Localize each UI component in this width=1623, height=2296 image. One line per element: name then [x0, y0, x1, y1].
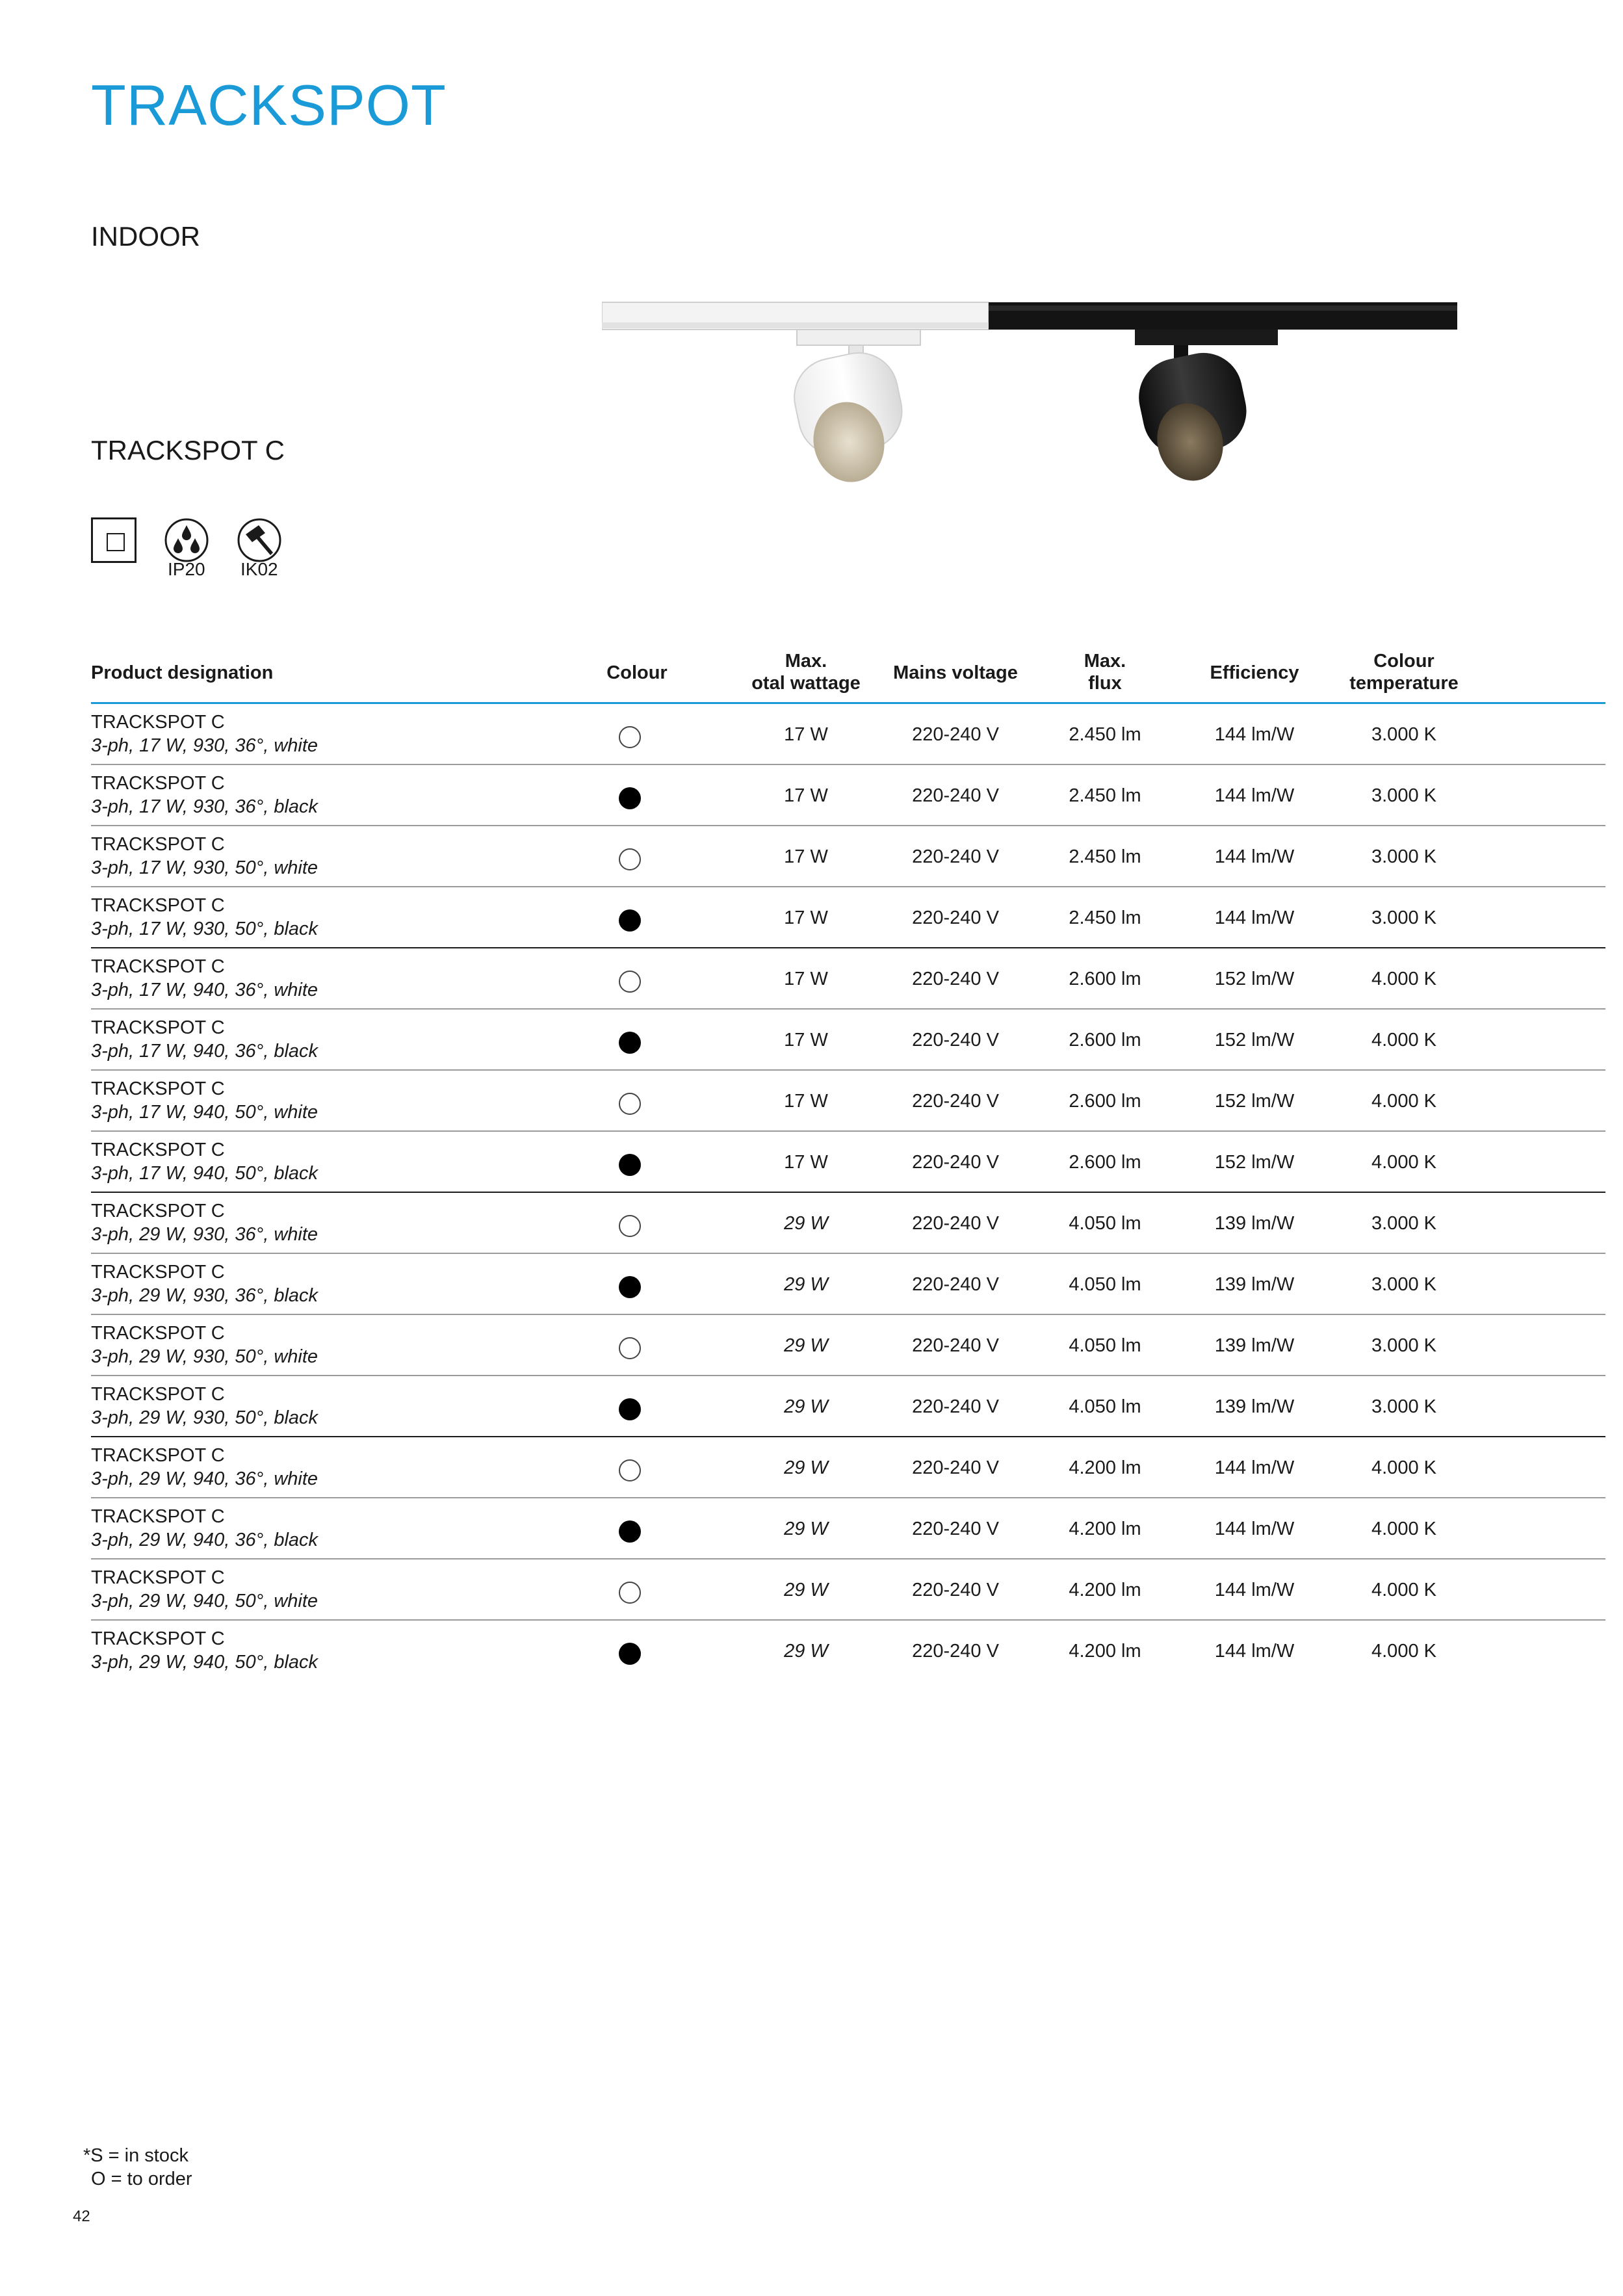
voltage-cell: 220-240 V: [912, 1152, 999, 1173]
product-name: TRACKSPOT C: [91, 1201, 225, 1221]
temperature-cell: 3.000 K: [1371, 846, 1436, 867]
product-name: TRACKSPOT C: [91, 1567, 225, 1588]
product-photo: [602, 299, 1457, 494]
flux-cell: 4.050 lm: [1069, 1274, 1141, 1295]
col-wattage-line2: otal wattage: [751, 673, 861, 694]
efficiency-cell: 144 lm/W: [1214, 1580, 1295, 1600]
product-spec: 3-ph, 17 W, 930, 36°, white: [91, 735, 318, 756]
efficiency-cell: 152 lm/W: [1214, 1091, 1295, 1112]
flux-cell: 4.200 lm: [1069, 1580, 1141, 1600]
efficiency-cell: 152 lm/W: [1214, 1030, 1295, 1050]
efficiency-cell: 139 lm/W: [1214, 1335, 1295, 1356]
voltage-cell: 220-240 V: [912, 1580, 999, 1600]
product-name: TRACKSPOT C: [91, 1628, 225, 1649]
section-heading: INDOOR: [91, 221, 200, 252]
temperature-cell: 4.000 K: [1371, 969, 1436, 989]
table-row: [91, 1621, 1605, 1682]
flux-cell: 2.450 lm: [1069, 785, 1141, 806]
product-name: TRACKSPOT C: [91, 1140, 225, 1160]
footnote-in-stock: *S = in stock: [83, 2145, 188, 2166]
product-spec: 3-ph, 17 W, 940, 50°, black: [91, 1163, 318, 1184]
flux-cell: 4.200 lm: [1069, 1641, 1141, 1662]
efficiency-cell: 139 lm/W: [1214, 1396, 1295, 1417]
voltage-cell: 220-240 V: [912, 907, 999, 928]
table-row: [91, 826, 1605, 887]
water-drops-icon: [164, 517, 209, 563]
product-designation: [91, 1016, 318, 1063]
flux-cell: 2.450 lm: [1069, 846, 1141, 867]
product-designation: [91, 955, 318, 1002]
temperature-cell: 3.000 K: [1371, 1335, 1436, 1356]
product-designation: [91, 1383, 318, 1429]
table-row: [91, 1010, 1605, 1071]
voltage-cell: 220-240 V: [912, 846, 999, 867]
voltage-cell: 220-240 V: [912, 1213, 999, 1234]
product-name: TRACKSPOT C: [91, 1445, 225, 1466]
efficiency-cell: 152 lm/W: [1214, 969, 1295, 989]
flux-cell: 2.600 lm: [1069, 1152, 1141, 1173]
table-row: [91, 1315, 1605, 1376]
table-row: [91, 1437, 1605, 1498]
efficiency-cell: 144 lm/W: [1214, 907, 1295, 928]
product-spec: 3-ph, 17 W, 940, 50°, white: [91, 1102, 318, 1123]
product-designation: [91, 772, 318, 818]
flux-cell: 2.600 lm: [1069, 969, 1141, 989]
efficiency-cell: 144 lm/W: [1214, 1457, 1295, 1478]
product-spec: 3-ph, 17 W, 930, 50°, black: [91, 919, 318, 939]
colour-white-swatch: [619, 1459, 641, 1481]
product-designation: [91, 1444, 318, 1491]
product-name: TRACKSPOT C: [91, 1262, 225, 1283]
product-designation: [91, 1199, 318, 1246]
stock-footnote: [83, 2144, 192, 2191]
wattage-cell: 29 W: [784, 1335, 828, 1356]
efficiency-cell: 152 lm/W: [1214, 1152, 1295, 1173]
product-spec: 3-ph, 17 W, 940, 36°, white: [91, 980, 318, 1000]
flux-cell: 4.200 lm: [1069, 1519, 1141, 1539]
wattage-cell: 29 W: [784, 1519, 828, 1539]
colour-black-swatch: [619, 1276, 641, 1298]
product-designation: [91, 1627, 318, 1674]
wattage-cell: 29 W: [784, 1641, 828, 1662]
product-designation: [91, 833, 318, 880]
temperature-cell: 3.000 K: [1371, 1396, 1436, 1417]
product-name: TRACKSPOT C: [91, 1078, 225, 1099]
table-row: [91, 1193, 1605, 1254]
product-spec: 3-ph, 29 W, 940, 50°, black: [91, 1652, 318, 1673]
table-row: [91, 1071, 1605, 1132]
col-designation: Product designation: [91, 662, 274, 683]
product-spec: 3-ph, 17 W, 930, 50°, white: [91, 857, 318, 878]
efficiency-cell: 144 lm/W: [1214, 724, 1295, 745]
voltage-cell: 220-240 V: [912, 1030, 999, 1050]
product-spec: 3-ph, 29 W, 940, 36°, black: [91, 1530, 318, 1550]
page-title: TRACKSPOT: [91, 73, 447, 137]
product-designation: [91, 1322, 318, 1368]
wattage-cell: 17 W: [784, 907, 828, 928]
product-designation: [91, 1138, 318, 1185]
product-designation: [91, 711, 318, 757]
table-row: [91, 948, 1605, 1010]
product-designation: [91, 894, 318, 941]
colour-black-swatch: [619, 1154, 641, 1176]
colour-black-swatch: [619, 1032, 641, 1054]
product-name: TRACKSPOT C: [91, 712, 225, 733]
flux-cell: 2.450 lm: [1069, 907, 1141, 928]
product-designation: [91, 1566, 318, 1613]
product-family-heading: TRACKSPOT C: [91, 435, 285, 465]
wattage-cell: 17 W: [784, 969, 828, 989]
temperature-cell: 4.000 K: [1371, 1457, 1436, 1478]
voltage-cell: 220-240 V: [912, 1274, 999, 1295]
colour-white-swatch: [619, 1093, 641, 1115]
colour-black-swatch: [619, 1398, 641, 1420]
col-colour: Colour: [606, 662, 668, 683]
table-row: [91, 1132, 1605, 1193]
wattage-cell: 29 W: [784, 1457, 828, 1478]
voltage-cell: 220-240 V: [912, 785, 999, 806]
table-row: [91, 1254, 1605, 1315]
flux-cell: 4.050 lm: [1069, 1335, 1141, 1356]
wattage-cell: 29 W: [784, 1213, 828, 1234]
voltage-cell: 220-240 V: [912, 1335, 999, 1356]
temperature-cell: 3.000 K: [1371, 1274, 1436, 1295]
voltage-cell: 220-240 V: [912, 969, 999, 989]
temperature-cell: 4.000 K: [1371, 1519, 1436, 1539]
protection-class-icon: [91, 517, 136, 563]
wattage-cell: 29 W: [784, 1396, 828, 1417]
wattage-cell: 29 W: [784, 1580, 828, 1600]
product-spec: 3-ph, 17 W, 930, 36°, black: [91, 796, 318, 817]
efficiency-cell: 144 lm/W: [1214, 785, 1295, 806]
colour-white-swatch: [619, 971, 641, 993]
col-flux: [1027, 650, 1183, 694]
colour-black-swatch: [619, 1643, 641, 1665]
product-name: TRACKSPOT C: [91, 956, 225, 977]
efficiency-cell: 139 lm/W: [1214, 1213, 1295, 1234]
voltage-cell: 220-240 V: [912, 724, 999, 745]
table-row: [91, 887, 1605, 948]
product-spec: 3-ph, 29 W, 930, 36°, black: [91, 1285, 318, 1306]
temperature-cell: 4.000 K: [1371, 1641, 1436, 1662]
wattage-cell: 17 W: [784, 1152, 828, 1173]
product-spec: 3-ph, 29 W, 940, 50°, white: [91, 1591, 318, 1611]
flux-cell: 2.450 lm: [1069, 724, 1141, 745]
temperature-cell: 3.000 K: [1371, 907, 1436, 928]
temperature-cell: 4.000 K: [1371, 1580, 1436, 1600]
table-row: [91, 1559, 1605, 1621]
hammer-icon: [237, 517, 282, 563]
temperature-cell: 3.000 K: [1371, 785, 1436, 806]
flux-cell: 2.600 lm: [1069, 1091, 1141, 1112]
product-spec: 3-ph, 29 W, 930, 36°, white: [91, 1224, 318, 1245]
efficiency-cell: 144 lm/W: [1214, 1519, 1295, 1539]
efficiency-cell: 144 lm/W: [1214, 846, 1295, 867]
product-spec: 3-ph, 29 W, 930, 50°, white: [91, 1346, 318, 1367]
footnote-to-order: O = to order: [91, 2169, 192, 2189]
product-spec: 3-ph, 29 W, 940, 36°, white: [91, 1468, 318, 1489]
temperature-cell: 4.000 K: [1371, 1152, 1436, 1173]
col-wattage-line1: Max.: [785, 651, 827, 672]
colour-black-swatch: [619, 1520, 641, 1543]
voltage-cell: 220-240 V: [912, 1457, 999, 1478]
voltage-cell: 220-240 V: [912, 1641, 999, 1662]
col-efficiency: Efficiency: [1210, 662, 1299, 683]
page-number: 42: [73, 2208, 90, 2225]
wattage-cell: 17 W: [784, 724, 828, 745]
flux-cell: 4.200 lm: [1069, 1457, 1141, 1478]
product-name: TRACKSPOT C: [91, 1323, 225, 1344]
table-row: [91, 765, 1605, 826]
product-name: TRACKSPOT C: [91, 895, 225, 916]
col-voltage: Mains voltage: [893, 662, 1018, 683]
flux-cell: 4.050 lm: [1069, 1213, 1141, 1234]
voltage-cell: 220-240 V: [912, 1519, 999, 1539]
col-flux-line2: flux: [1088, 673, 1122, 694]
colour-white-swatch: [619, 1337, 641, 1359]
product-designation: [91, 1077, 318, 1124]
table-row: [91, 1498, 1605, 1559]
colour-white-swatch: [619, 726, 641, 748]
colour-white-swatch: [619, 1215, 641, 1237]
product-designation: [91, 1260, 318, 1307]
ip-rating-label: IP20: [168, 559, 205, 579]
wattage-cell: 29 W: [784, 1274, 828, 1295]
product-name: TRACKSPOT C: [91, 1506, 225, 1527]
table-row: [91, 704, 1605, 765]
product-name: TRACKSPOT C: [91, 1017, 225, 1038]
product-name: TRACKSPOT C: [91, 834, 225, 855]
table-row: [91, 1376, 1605, 1437]
colour-black-swatch: [619, 909, 641, 932]
efficiency-cell: 144 lm/W: [1214, 1641, 1295, 1662]
ik-rating-label: IK02: [240, 559, 278, 579]
product-spec: 3-ph, 29 W, 930, 50°, black: [91, 1407, 318, 1428]
flux-cell: 2.600 lm: [1069, 1030, 1141, 1050]
wattage-cell: 17 W: [784, 785, 828, 806]
col-temperature-line1: Colour: [1373, 651, 1435, 672]
temperature-cell: 3.000 K: [1371, 724, 1436, 745]
colour-white-swatch: [619, 848, 641, 870]
wattage-cell: 17 W: [784, 846, 828, 867]
col-temperature: [1326, 650, 1482, 694]
col-flux-line1: Max.: [1084, 651, 1126, 672]
wattage-cell: 17 W: [784, 1091, 828, 1112]
flux-cell: 4.050 lm: [1069, 1396, 1141, 1417]
col-temperature-line2: temperature: [1349, 673, 1459, 694]
temperature-cell: 4.000 K: [1371, 1091, 1436, 1112]
product-name: TRACKSPOT C: [91, 1384, 225, 1405]
colour-white-swatch: [619, 1582, 641, 1604]
temperature-cell: 3.000 K: [1371, 1213, 1436, 1234]
voltage-cell: 220-240 V: [912, 1396, 999, 1417]
efficiency-cell: 139 lm/W: [1214, 1274, 1295, 1295]
table-header: [91, 644, 1605, 702]
voltage-cell: 220-240 V: [912, 1091, 999, 1112]
temperature-cell: 4.000 K: [1371, 1030, 1436, 1050]
wattage-cell: 17 W: [784, 1030, 828, 1050]
colour-black-swatch: [619, 787, 641, 809]
product-spec: 3-ph, 17 W, 940, 36°, black: [91, 1041, 318, 1062]
product-name: TRACKSPOT C: [91, 773, 225, 794]
product-designation: [91, 1505, 318, 1552]
